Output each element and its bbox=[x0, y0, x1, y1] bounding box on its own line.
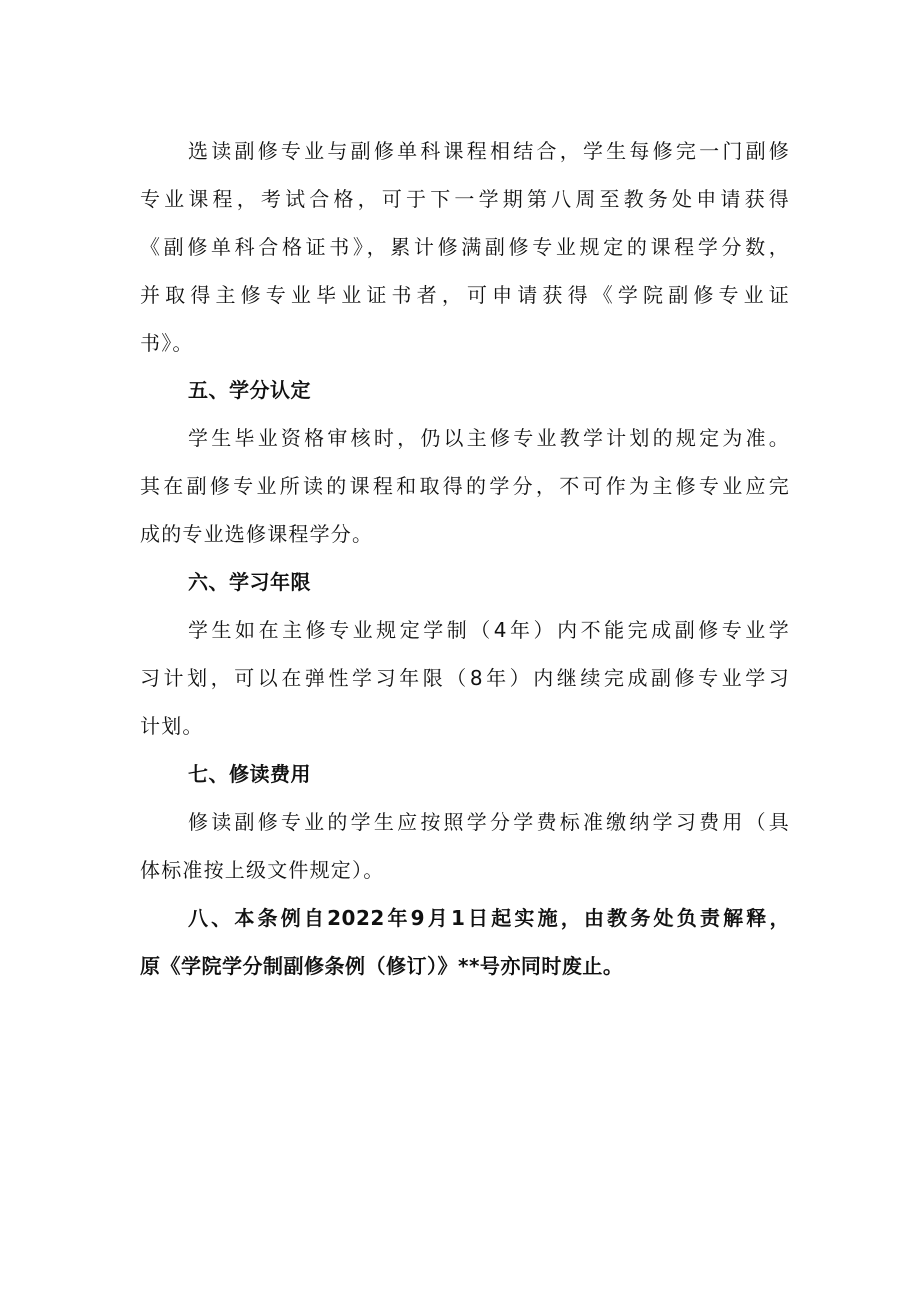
paragraph-line: 选读副修专业与副修单科课程相结合，学生每修完一门副修 bbox=[188, 139, 790, 163]
paragraph-line: 其在副修专业所读的课程和取得的学分，不可作为主修专业应完 bbox=[140, 474, 790, 498]
paragraph-line: 并取得主修专业毕业证书者，可申请获得《学院副修专业证 bbox=[140, 283, 790, 307]
paragraph-line: 专业课程，考试合格，可于下一学期第八周至教务处申请获得 bbox=[140, 187, 790, 211]
paragraph-line: 原《学院学分制副修条例（修订）》**号亦同时废止。 bbox=[140, 954, 624, 978]
section-heading: 五、学分认定 bbox=[188, 378, 311, 402]
section-heading: 七、修读费用 bbox=[188, 762, 311, 786]
paragraph-line: 修读副修专业的学生应按照学分学费标准缴纳学习费用（具 bbox=[188, 810, 790, 834]
paragraph-line: 学生毕业资格审核时，仍以主修专业教学计划的规定为准。 bbox=[188, 426, 790, 450]
paragraph-line: 成的专业选修课程学分。 bbox=[140, 522, 374, 546]
paragraph-line: 八、本条例自2022年9月1日起实施，由教务处负责解释， bbox=[188, 906, 790, 930]
paragraph-line: 《副修单科合格证书》，累计修满副修专业规定的课程学分数， bbox=[140, 235, 790, 259]
paragraph-line: 体标准按上级文件规定）。 bbox=[140, 858, 385, 882]
paragraph-line: 习计划，可以在弹性学习年限（8年）内继续完成副修专业学习 bbox=[140, 666, 790, 690]
paragraph-line: 学生如在主修专业规定学制（4年）内不能完成副修专业学 bbox=[188, 618, 790, 642]
paragraph-line: 计划。 bbox=[140, 714, 204, 738]
section-heading: 六、学习年限 bbox=[188, 570, 311, 594]
paragraph-line: 书》。 bbox=[140, 331, 194, 355]
